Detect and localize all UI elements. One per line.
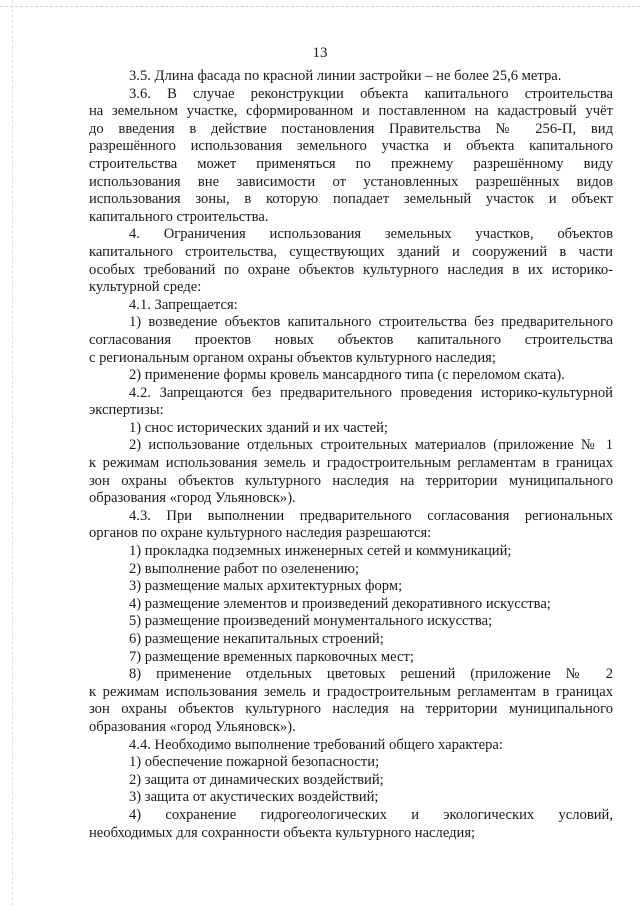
- text-line: 3) размещение малых архитектурных форм;: [129, 578, 403, 595]
- text-line: 4.3. При выполнении предварительного согласования региональных: [129, 507, 613, 524]
- text-line: до введения в действие постановления Правительства № 256-П, вид: [89, 120, 613, 137]
- text-line: 3.6. В случае реконструкции объекта капитального строительства: [129, 85, 613, 102]
- text-line: экспертизы:: [89, 402, 164, 419]
- text-line: 2) выполнение работ по озеленению;: [129, 560, 359, 577]
- text-line: согласования проектов новых объектов капитального строительства: [89, 331, 613, 348]
- text-line: 1) обеспечение пожарной безопасности;: [129, 754, 380, 771]
- text-line: разрешённого использования земельного участка и объекта капитального: [89, 138, 613, 155]
- text-line: использования зоны, в которую попадает земельный участок и объект: [89, 191, 613, 208]
- text-line: особых требований по охране объектов культурного наследия в их историко-: [89, 261, 613, 278]
- text-line: 2) защита от динамических воздействий;: [129, 771, 384, 788]
- page-number: 13: [312, 45, 328, 61]
- text-line: 4.1. Запрещается:: [129, 296, 238, 313]
- text-line: 2) использование отдельных строительных материалов (приложение № 1: [129, 437, 613, 454]
- text-line: 7) размещение временных парковочных мест;: [129, 648, 414, 665]
- text-line: 4) сохранение гидрогеологических и экологических условий,: [129, 806, 613, 823]
- text-line: 6) размещение некапитальных строений;: [129, 631, 384, 647]
- text-line: строительства может применяться по прежнему разрешённому виду: [89, 155, 613, 172]
- text-line: культурной среде:: [89, 279, 202, 296]
- text-line: капитального строительства, существующих зданий и сооружений в части: [89, 243, 613, 260]
- text-line: органов по охране культурного наследия разрешаются:: [89, 525, 432, 542]
- text-line: 8) применение отдельных цветовых решений (приложение № 2: [129, 666, 613, 683]
- text-line: 1) прокладка подземных инженерных сетей и коммуникаций;: [129, 543, 512, 560]
- scan-border-left: [12, 0, 13, 905]
- text-line: использования вне зависимости от установленных разрешённых видов: [89, 173, 613, 190]
- text-line: 4.4. Необходимо выполнение требований общего характера:: [129, 736, 503, 753]
- text-line: зон охраны объектов культурного наследия на территории муниципального: [89, 701, 613, 718]
- text-line: 1) возведение объектов капитального строительства без предварительного: [129, 314, 613, 331]
- text-line: 3) защита от акустических воздействий;: [129, 789, 379, 806]
- text-line: 3.5. Длина фасада по красной линии застройки – не более 25,6 метра.: [129, 68, 562, 84]
- text-line: образования «город Ульяновск»).: [89, 718, 296, 735]
- text-line: к режимам использования земель и градостроительным регламентам в границах: [89, 455, 613, 472]
- text-line: к режимам использования земель и градостроительным регламентам в границах: [89, 683, 613, 700]
- text-line: 5) размещение произведений монументального искусства;: [129, 613, 493, 630]
- text-line: 1) снос исторических зданий и их частей;: [129, 419, 388, 436]
- text-line: необходимых для сохранности объекта культурного наследия;: [89, 824, 476, 841]
- text-line: с региональным органом охраны объектов культурного наследия;: [89, 349, 496, 366]
- text-line: зон охраны объектов культурного наследия на территории муниципального: [89, 472, 613, 489]
- text-line: 4.2. Запрещаются без предварительного проведения историко-культурной: [129, 384, 613, 401]
- text-line: 4. Ограничения использования земельных участков, объектов: [129, 226, 613, 243]
- document-body: [89, 68, 613, 842]
- scan-border-top: [0, 6, 640, 7]
- text-line: капитального строительства.: [89, 208, 269, 225]
- text-line: образования «город Ульяновск»).: [89, 490, 296, 507]
- text-line: на земельном участке, сформированном и поставленном на кадастровый учёт: [89, 103, 613, 120]
- text-line: 4) размещение элементов и произведений декоративного искусства;: [129, 595, 551, 612]
- text-line: 2) применение формы кровель мансардного типа (с переломом ската).: [129, 367, 565, 384]
